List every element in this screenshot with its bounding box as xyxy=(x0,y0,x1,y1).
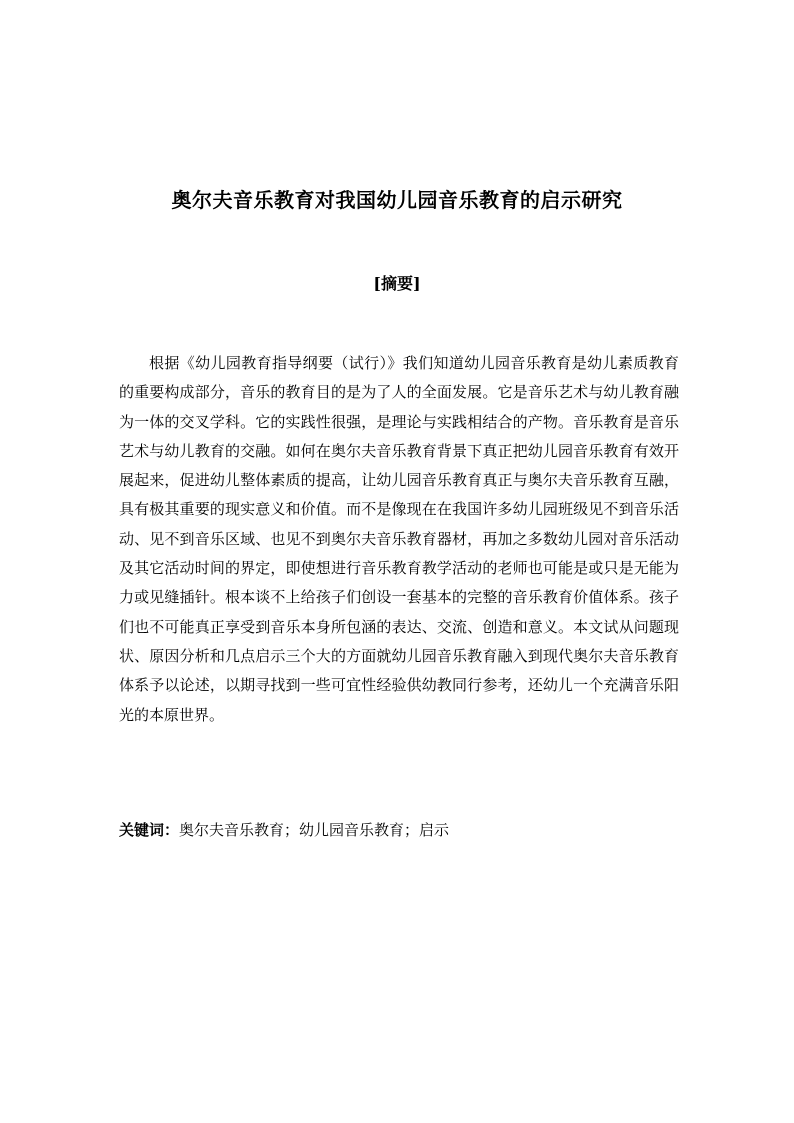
keywords-text: 奥尔夫音乐教育；幼儿园音乐教育；启示 xyxy=(179,821,450,839)
keywords-line xyxy=(119,818,679,842)
abstract-heading: [摘要] xyxy=(373,274,421,293)
abstract-paragraph: 根据《幼儿园教育指导纲要（试行）》我们知道幼儿园音乐教育是幼儿素质教育的重要构成部分，音乐的教育目的是为了人的全面发展。它是音乐艺术与幼儿教育融为一体的交叉学科。它的实践性很强，是理论与实践相结合的产物。音乐教育是音乐艺术与幼儿教育的交融。如何在奥尔夫音乐教育背景下真正把幼儿园音乐教育有效开展起来，促进幼儿整体素质的提高，让幼儿园音乐教育真正与奥尔夫音乐教育互融，具有极其重要的现实意义和价值。而不是像现在在我国许多幼儿园班级见不到音乐活动、见不到音乐区域、也见不到奥尔夫音乐教育器材，再加之多数幼儿园对音乐活动及其它活动时间的界定，即使想进行音乐教育教学活动的老师也可能是或只是无能为力或见缝插针。根本谈不上给孩子们创设一套基本的完整的音乐教育价值体系。孩子们也不可能真正享受到音乐本身所包涵的表达、交流、创造和意义。本文试从问题现状、原因分析和几点启示三个大的方面就幼儿园音乐教育融入到现代奥尔夫音乐教育体系予以论述，以期寻找到一些可宜性经验供幼教同行参考，还幼儿一个充满音乐阳光的本原世界。 xyxy=(119,354,679,724)
paper-title: 奥尔夫音乐教育对我国幼儿园音乐教育的启示研究 xyxy=(171,188,623,212)
keywords-label: 关键词： xyxy=(119,821,180,839)
